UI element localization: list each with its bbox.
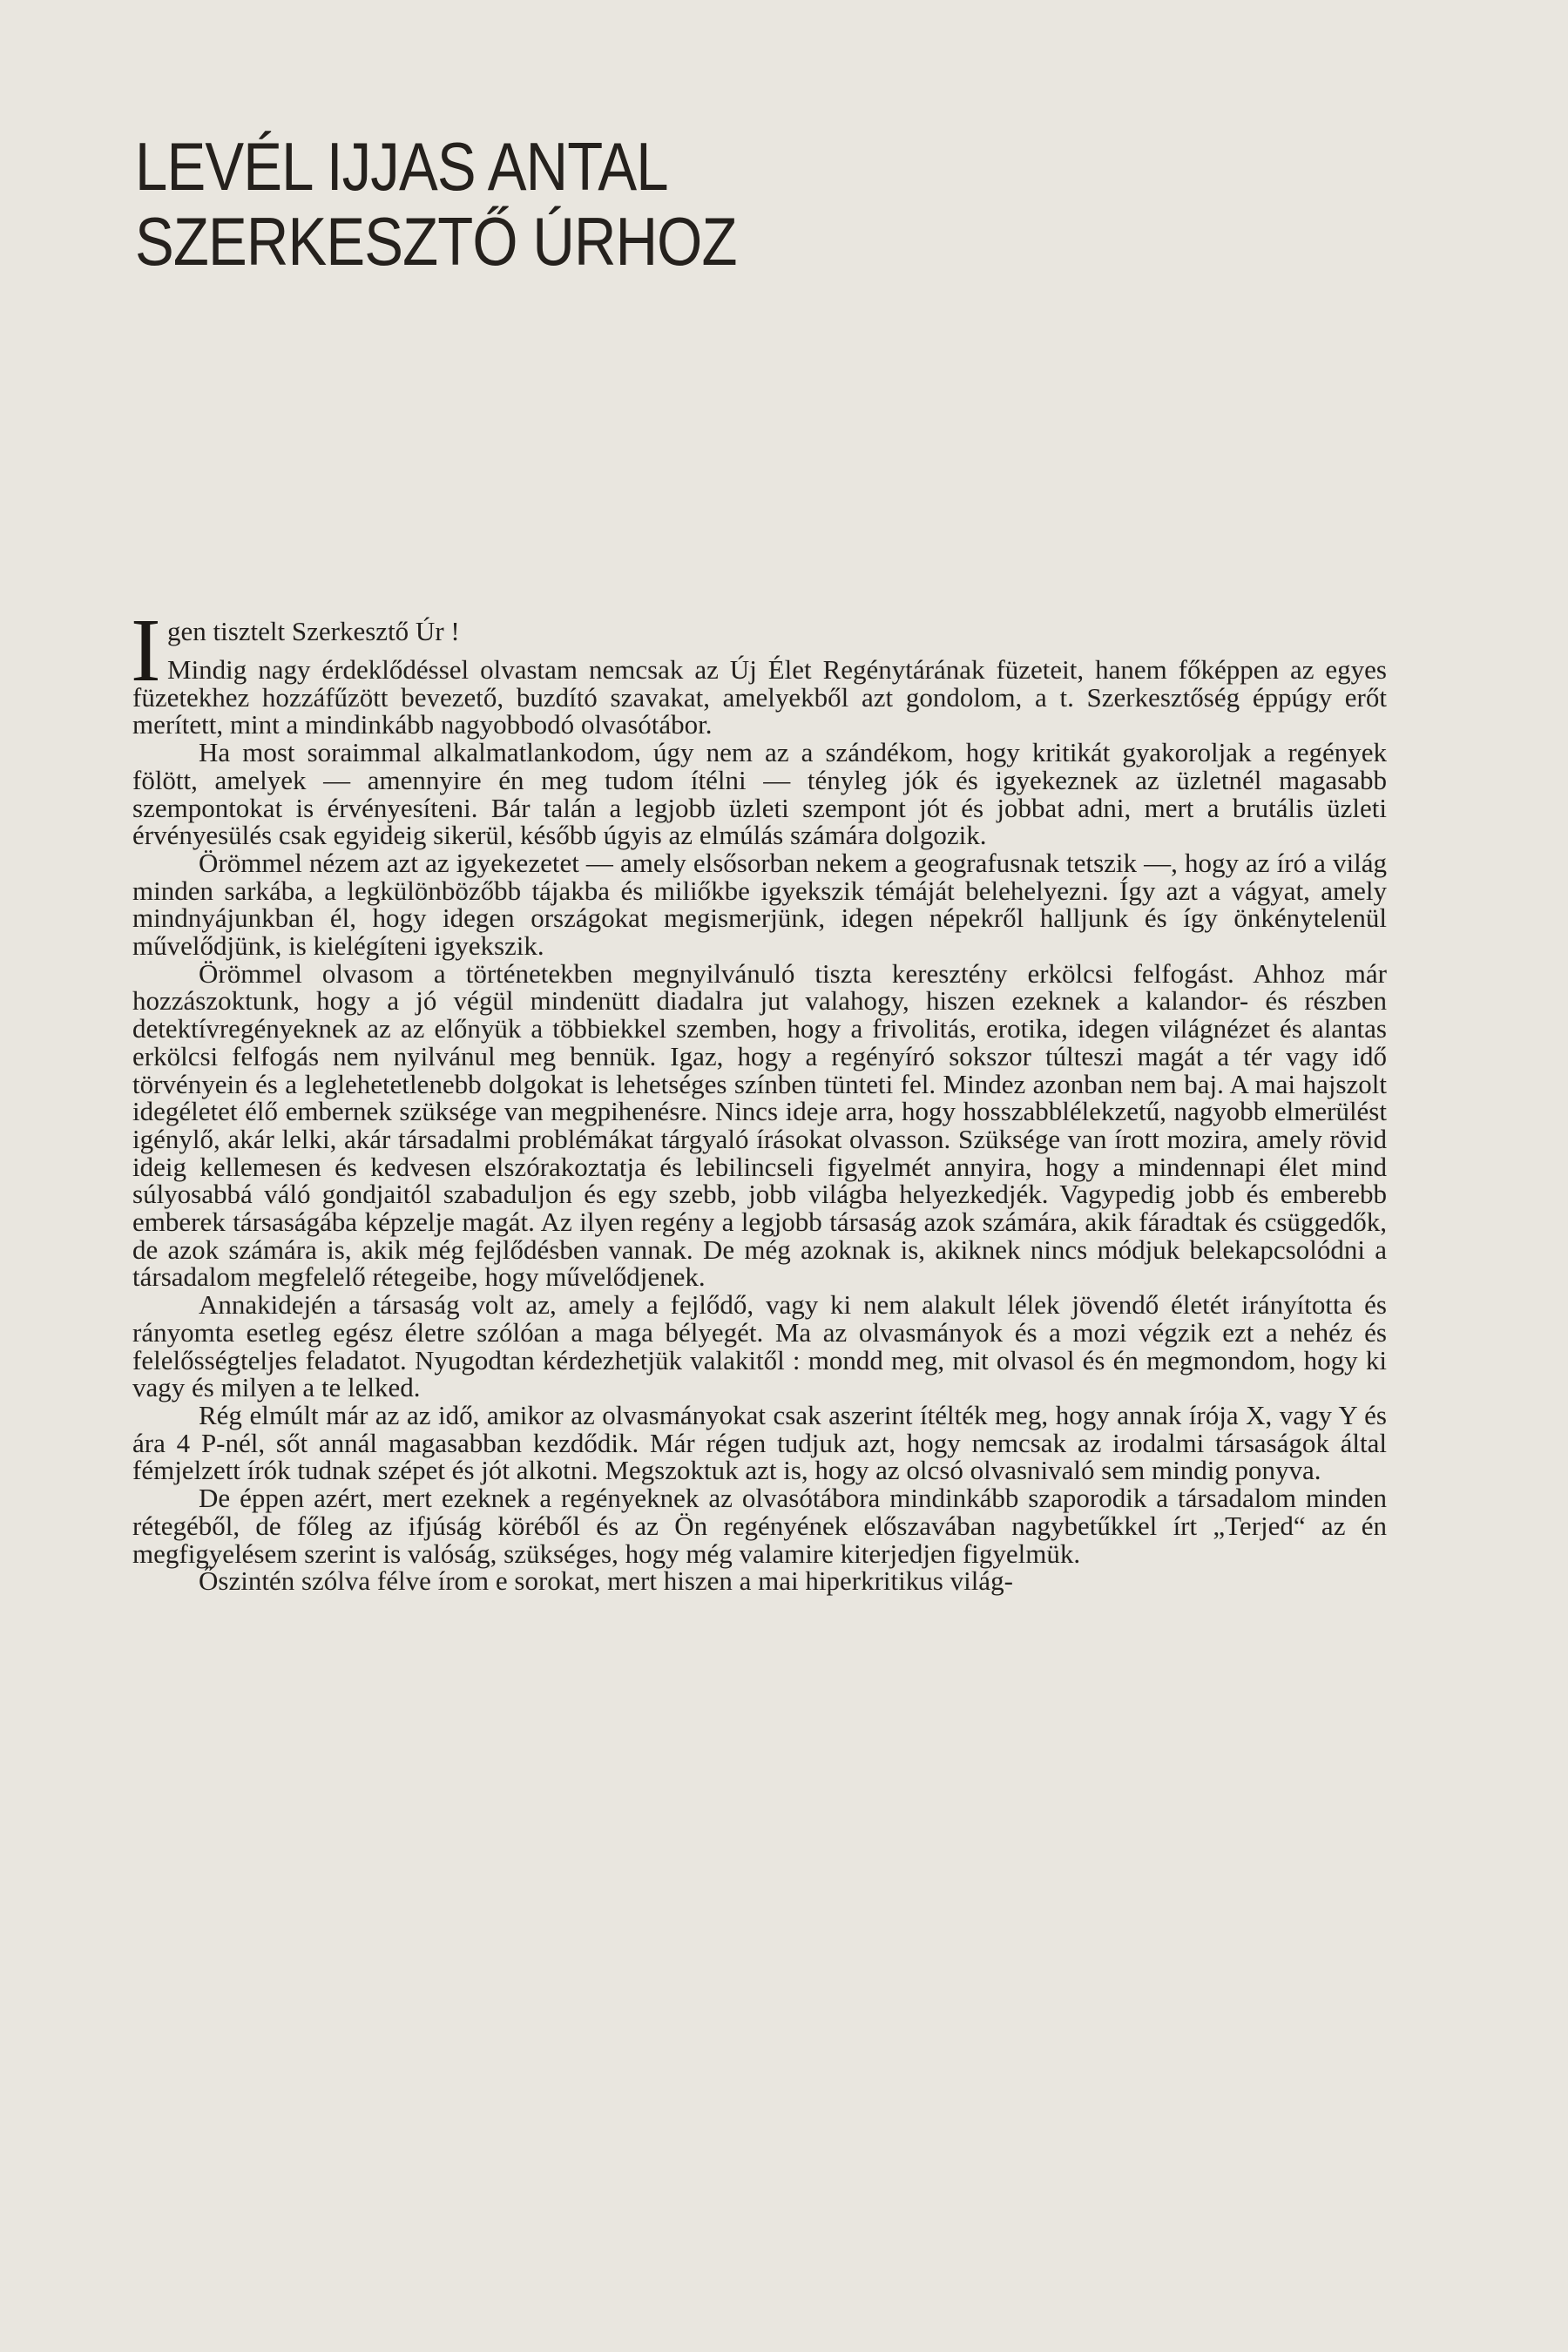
paragraph-2: Ha most soraimmal alkalmatlankodom, úgy nem az a szándékom, hogy kritikát gyakoroljak a regények fölött, amelyek — amennyire én meg tudom ítélni — tényleg jók és igyekeznek az üzletnél magasabb szempontokat is érvényesíteni. Bár talán a legjobb üzleti szempont jót és jobbat adni, mert a brutális üzleti érvényesülés csak egyideig sikerül, később úgyis az elmúlás számára dolgozik.: [132, 737, 1387, 851]
article-title: [135, 129, 884, 279]
title-line-2: SZERKESZTŐ ÚRHOZ: [135, 203, 737, 280]
paragraph-5: Annakidején a társaság volt az, amely a fejlődő, vagy ki nem alakult lélek jövendő életét irányította és rányomta esetleg egész életre szólóan a maga bélyegét. Ma az olvasmányok és a mozi végzik ezt a nehéz és felelősségteljes feladatot. Nyugodtan kérdezhetjük valakitől : mondd meg, mit olvasol és én megmondom, hogy ki vagy és milyen a te lelked.: [132, 1289, 1387, 1403]
paragraph-3: Örömmel nézem azt az igyekezetet — amely elsősorban nekem a geografusnak tetszik —, hogy az író a világ minden sarkába, a legkülönbözőbb tájakba és miliőkbe igyekszik témáját belehelyezni. Így azt a vágyat, amely mindnyájunkban él, hogy idegen országokat megismerjünk, idegen népekről halljunk és így önkénytelenül művelődjünk, is kielégíteni igyekszik.: [132, 847, 1387, 962]
drop-cap: I: [131, 600, 161, 700]
paragraph-1: Mindig nagy érdeklődéssel olvastam nemcsak az Új Élet Regénytárának füzeteit, hanem főképpen az egyes füzetekhez hozzáfűzött bevezető, buzdító szavakat, amelyekből azt gondolom, a t. Szerkesztőség éppúgy erőt merített, mint a mindinkább nagyobbodó olvasótábor.: [132, 654, 1387, 740]
title-line-1: LEVÉL IJJAS ANTAL: [135, 128, 668, 205]
paragraph-8: Őszintén szólva félve írom e sorokat, mert hiszen a mai hiperkritikus világ-: [199, 1565, 1013, 1597]
paragraph-6: Rég elmúlt már az az idő, amikor az olvasmányokat csak aszerint ítélték meg, hogy annak írója X, vagy Y és ára 4 P-nél, sőt annál magasabban kezdődik. Már régen tudjuk azt, hogy nemcsak az irodalmi társaságok által fémjelzett írók tudnak szépet és jót alkotni. Megszoktuk azt is, hogy az olcsó olvasnivaló sem mindig ponyva.: [132, 1399, 1387, 1486]
letter-body: [131, 600, 1387, 1597]
paragraph-7: De éppen azért, mert ezeknek a regényeknek az olvasótábora mindinkább szaporodik a társadalom minden rétegéből, de főleg az ifjúság köréből és az Ön regényének előszavában nagybetűkkel írt „Terjed“ az én megfigyelésem szerint is valóság, szükséges, hogy még valamire kiterjedjen figyelmük.: [132, 1483, 1387, 1569]
salutation-text: gen tisztelt Szerkesztő Úr !: [167, 616, 460, 646]
paragraph-4: Örömmel olvasom a történetekben megnyilvánuló tiszta keresztény erkölcsi felfogást. Ahhoz már hozzászoktunk, hogy a jó végül mindenütt diadalra jut valahogy, hiszen ezeknek a kalandor- és részben detektívregényeknek az az előnyük a többiekkel szemben, hogy a frivolitás, erotika, idegen világnézet és alantas erkölcsi felfogás nem nyilvánul meg bennük. Igaz, hogy a regényíró sokszor túlteszi magát a tér vagy idő törvényein és a leglehetetlenebb dolgokat is lehetséges színben tünteti fel. Mindez azonban nem baj. A mai hajszolt idegéletet élő embernek szüksége van megpihenésre. Nincs ideje arra, hogy hosszabblélekzetű, nagyobb elmerülést igénylő, akár lelki, akár társadalmi problémákat tárgyaló írásokat olvasson. Szüksége van írott mozira, amely rövid ideig kellemesen és kedvesen elszórakoztatja és lebilincseli figyelmét annyira, hogy a mindennapi élet mind súlyosabbá váló gondjaitól szabaduljon és egy szebb, jobb világba helyezkedjék. Vagypedig jobb és emberebb emberek társaságába képzelje magát. Az ilyen regény a legjobb társaság azok számára, akik fáradtak és csüggedők, de azok számára is, akik még fejlődésben vannak. De még azoknak is, akiknek nincs módjuk belekapcsolódni a társadalom megfelelő rétegeibe, hogy művelődjenek.: [132, 957, 1387, 1293]
